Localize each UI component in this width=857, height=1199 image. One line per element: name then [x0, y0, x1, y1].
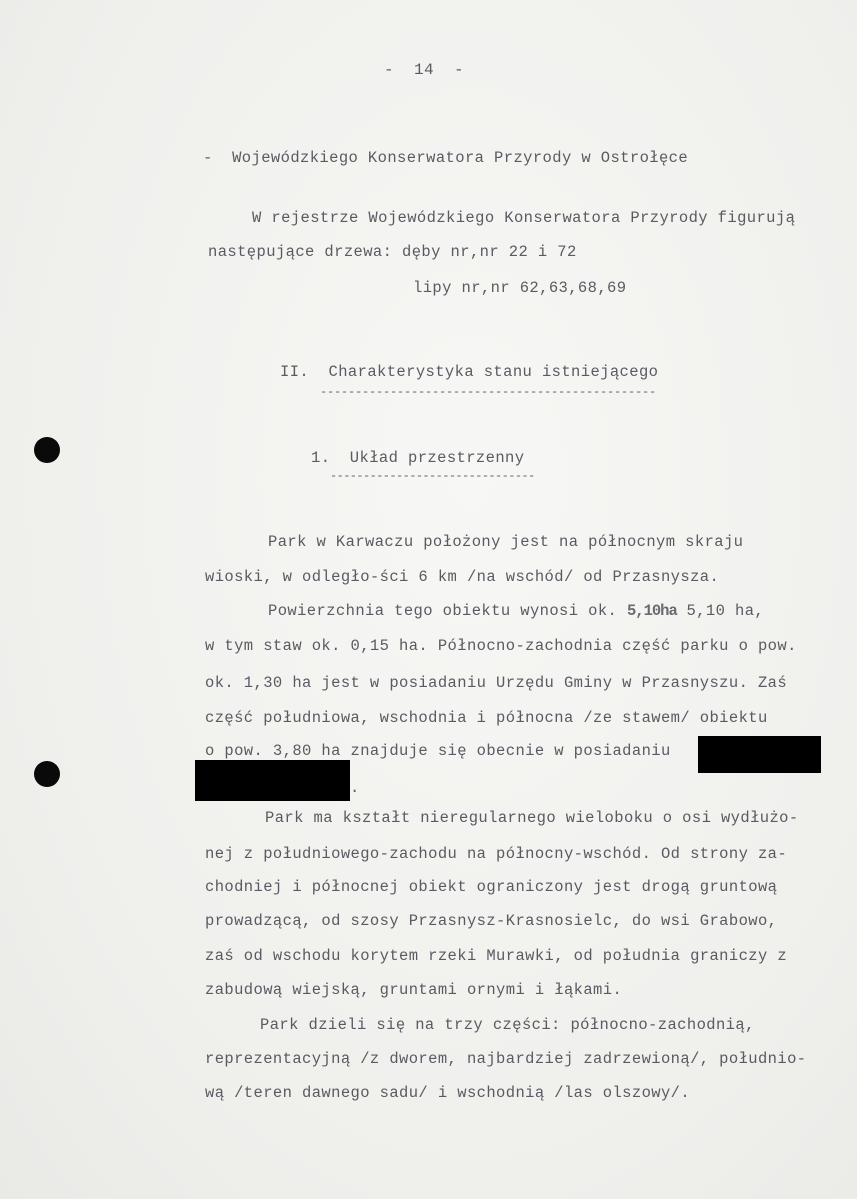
- p2-line-5: o pow. 3,80 ha znajduje się obecnie w posiadaniu: [205, 742, 671, 760]
- p4-line-1: Park dzieli się na trzy części: północno-zachodnią,: [260, 1016, 755, 1034]
- p2-line-1-end: 5,10 ha,: [676, 602, 765, 620]
- p3-line-4: prowadzącą, od szosy Przasnysz-Krasnosielc, do wsi Grabowo,: [205, 912, 778, 930]
- p3-line-1: Park ma kształt nieregularnego wieloboku o osi wydłużo-: [265, 809, 799, 827]
- header-line-4: lipy nr,nr 62,63,68,69: [413, 279, 627, 297]
- p2-line-1-start: Powierzchnia tego obiektu wynosi ok.: [268, 602, 627, 620]
- page-number: - 14 -: [384, 61, 465, 79]
- header-line-1: - Wojewódzkiego Konserwatora Przyrody w Ostrołęce: [203, 149, 689, 167]
- struck-out-text: 5,10ha: [626, 602, 677, 620]
- p2-line-1: [268, 601, 764, 621]
- redaction-box: [698, 736, 821, 773]
- p1-line-2: wioski, w odległo-ści 6 km /na wschód/ od Przasnysza.: [205, 568, 720, 586]
- p3-line-5: zaś od wschodu korytem rzeki Murawki, od południa graniczy z: [205, 947, 788, 965]
- header-line-2: W rejestrze Wojewódzkiego Konserwatora Przyrody figurują: [252, 209, 796, 227]
- p4-line-3: wą /teren dawnego sadu/ i wschodnią /las olszowy/.: [205, 1084, 691, 1102]
- section-underline: ------------------------------------------------: [320, 385, 657, 399]
- p2-line-4: część południowa, wschodnia i północna /ze stawem/ obiektu: [205, 709, 768, 727]
- punch-hole: [34, 437, 60, 463]
- p2-line-6-end: .: [350, 779, 360, 797]
- p3-line-3: chodniej i północnej obiekt ograniczony jest drogą gruntową: [205, 878, 778, 896]
- p2-line-2: w tym staw ok. 0,15 ha. Północno-zachodnia część parku o pow.: [205, 637, 797, 655]
- punch-hole: [34, 761, 60, 787]
- subsection-underline: -------------------------------: [330, 469, 535, 483]
- p3-line-2: nej z południowego-zachodu na północny-wschód. Od strony za-: [205, 845, 788, 863]
- p4-line-2: reprezentacyjną /z dworem, najbardziej zadrzewioną/, południo-: [205, 1050, 807, 1068]
- section-title: II. Charakterystyka stanu istniejącego: [280, 363, 659, 381]
- header-line-3: następujące drzewa: dęby nr,nr 22 i 72: [208, 243, 577, 261]
- p3-line-6: zabudową wiejską, gruntami ornymi i łąkami.: [205, 981, 623, 999]
- subsection-title: 1. Układ przestrzenny: [311, 449, 525, 467]
- redaction-box: [195, 760, 350, 801]
- p1-line-1: Park w Karwaczu położony jest na północnym skraju: [268, 533, 744, 551]
- p2-line-3: ok. 1,30 ha jest w posiadaniu Urzędu Gminy w Przasnyszu. Zaś: [205, 674, 788, 692]
